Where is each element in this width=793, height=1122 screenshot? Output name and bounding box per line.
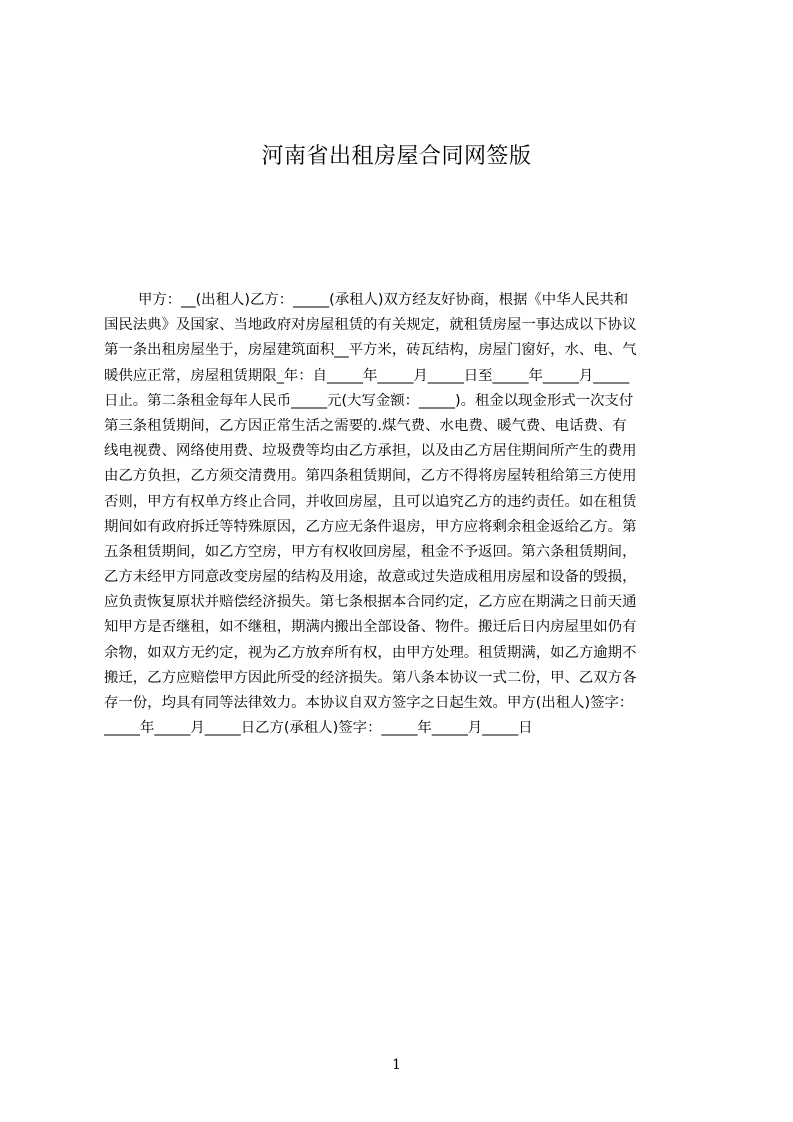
contract-line: 第一条出租房屋坐于，房屋建筑面积__平方米，砖瓦结构，房屋门窗好，水、电、气 xyxy=(104,342,637,359)
contract-line: 五条租赁期间，如乙方空房，甲方有权收回房屋，租金不予返回。第六条租赁期间， xyxy=(104,543,637,560)
contract-line: 余物，如双方无约定，视为乙方放弃所有权，由甲方处理。租赁期满，如乙方逾期不 xyxy=(104,644,637,661)
contract-line: 存一份，均具有同等法律效力。本协议自双方签字之日起生效。甲方(出租人)签字： xyxy=(104,695,634,711)
contract-line: _____年_____月_____日乙方(承租人)签字：_____年_____月_____日 xyxy=(104,720,533,737)
contract-line: 期间如有政府拆迁等特殊原因，乙方应无条件退房，甲方应将剩余租金返给乙方。第 xyxy=(104,518,637,535)
contract-line: 日止。第二条租金每年人民币_____元(大写金额：_____)。租金以现金形式一次支付 xyxy=(104,392,634,409)
contract-line: 甲方：__(出租人)乙方：_____(承租人)双方经友好协商，根据《中华人民共和 xyxy=(138,292,629,308)
document-title: 河南省出租房屋合同网签版 xyxy=(261,144,532,169)
contract-line: 国民法典》及国家、当地政府对房屋租赁的有关规定，就租赁房屋一事达成以下协议 xyxy=(104,317,637,334)
contract-line: 线电视费、网络使用费、垃圾费等均由乙方承担，以及由乙方居住期间所产生的费用 xyxy=(104,443,637,460)
contract-line: 知甲方是否继租，如不继租，期满内搬出全部设备、物件。搬迁后日内房屋里如仍有 xyxy=(104,619,637,636)
contract-line: 由乙方负担，乙方须交清费用。第四条租赁期间，乙方不得将房屋转租给第三方使用 xyxy=(104,468,637,485)
contract-line: 否则，甲方有权单方终止合同，并收回房屋，且可以追究乙方的违约责任。如在租赁 xyxy=(104,493,637,510)
contract-body xyxy=(104,288,700,741)
contract-line: 乙方未经甲方同意改变房屋的结构及用途，故意或过失造成租用房屋和设备的毁损， xyxy=(104,569,637,586)
page-number: 1 xyxy=(392,1057,401,1073)
contract-line: 暖供应正常，房屋租赁期限_年：自_____年_____月_____日至_____年_____月_____ xyxy=(104,367,630,384)
contract-line: 搬迁，乙方应赔偿甲方因此所受的经济损失。第八条本协议一式二份，甲、乙双方各 xyxy=(104,669,637,686)
contract-line: 第三条租赁期间，乙方因正常生活之需要的.煤气费、水电费、暖气费、电话费、有 xyxy=(104,417,627,434)
contract-line: 应负责恢复原状并赔偿经济损失。第七条根据本合同约定，乙方应在期满之日前天通 xyxy=(104,594,637,611)
